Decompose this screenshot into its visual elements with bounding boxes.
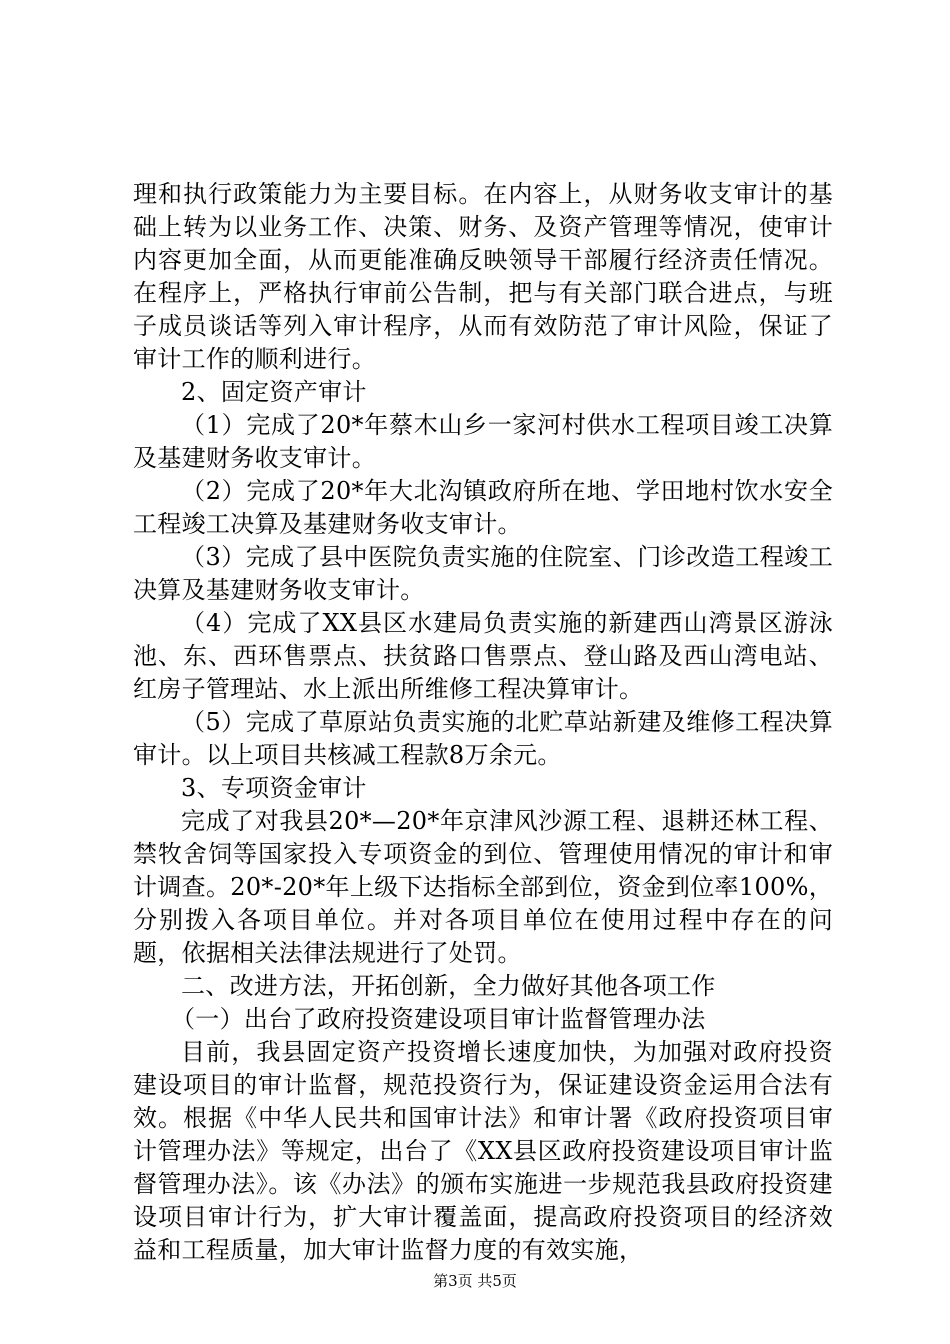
paragraph-special-fund: 完成了对我县20*—20*年京津风沙源工程、退耕还林工程、禁牧舍饲等国家投入专项资金的到位、管理使用情况的审计和审计调查。20*-20*年上级下达指标全部到位，资金到位率100%，分别拨入各项目单位。并对各项目单位在使用过程中存在的问题，依据相关法律法规进行了处罚。 [133,807,833,967]
heading-special-fund-audit: 3、专项资金审计 [181,774,367,802]
heading-subsection-one: （一）出台了政府投资建设项目审计监督管理办法 [171,1005,706,1033]
heading-fixed-asset-audit: 2、固定资产审计 [181,378,367,406]
list-item-1: （1）完成了20*年蔡木山乡一家河村供水工程项目竣工决算及基建财务收支审计。 [133,411,833,472]
document-body [133,178,833,1267]
list-item-3: （3）完成了县中医院负责实施的住院室、门诊改造工程竣工决算及基建财务收支审计。 [133,543,833,604]
list-item-5: （5）完成了草原站负责实施的北贮草站新建及维修工程决算审计。以上项目共核减工程款8万余元。 [133,708,833,769]
page-footer: 第3页 共5页 [433,1272,517,1290]
paragraph-continuation: 理和执行政策能力为主要目标。在内容上，从财务收支审计的基础上转为以业务工作、决策、财务、及资产管理等情况，使审计内容更加全面，从而更能准确反映领导干部履行经济责任情况。在程序上，严格执行审前公告制，把与有关部门联合进点，与班子成员谈话等列入审计程序，从而有效防范了审计风险，保证了审计工作的顺利进行。 [133,180,833,373]
list-item-2: （2）完成了20*年大北沟镇政府所在地、学田地村饮水安全工程竣工决算及基建财务收支审计。 [133,477,833,538]
list-item-4: （4）完成了XX县区水建局负责实施的新建西山湾景区游泳池、东、西环售票点、扶贫路口售票点、登山路及西山湾电站、红房子管理站、水上派出所维修工程决算审计。 [133,609,833,703]
paragraph-investment-audit: 目前，我县固定资产投资增长速度加快，为加强对政府投资建设项目的审计监督，规范投资行为，保证建设资金运用合法有效。根据《中华人民共和国审计法》和审计署《政府投资项目审计管理办法》等规定，出台了《XX县区政府投资建设项目审计监督管理办法》。该《办法》的颁布实施进一步规范我县政府投资建设项目审计行为，扩大审计覆盖面，提高政府投资项目的经济效益和工程质量，加大审计监督力度的有效实施， [133,1038,833,1264]
heading-section-two: 二、改进方法，开拓创新，全力做好其他各项工作 [181,972,716,1000]
